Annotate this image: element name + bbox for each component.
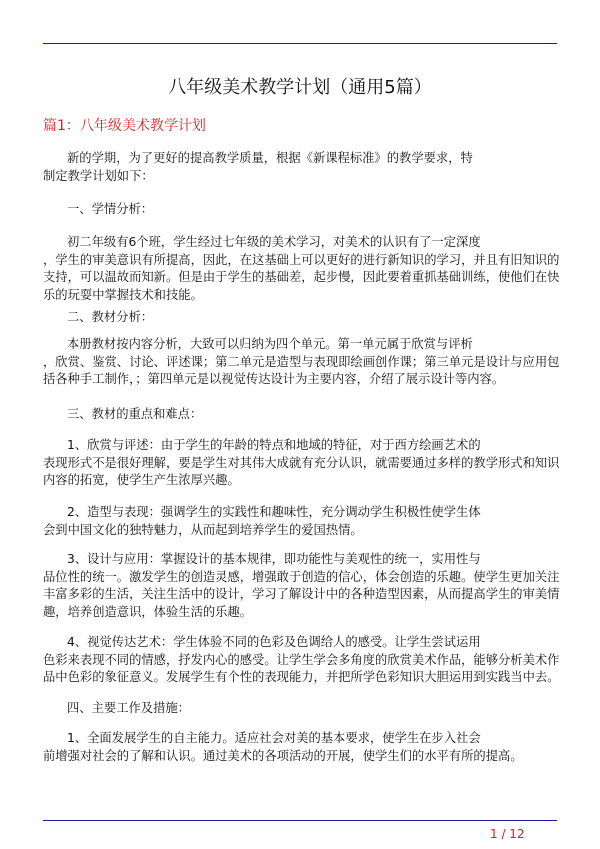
paragraph-line: 前增强对社会的了解和认识。通过美术的各项活动的开展，使学生们的水平有所的提高。 (43, 748, 523, 763)
paragraph (43, 309, 557, 327)
paragraph-line: 1、欣赏与评述：由于学生的年龄的特点和地域的特征，对于西方绘画艺术的 (67, 438, 481, 452)
paragraph-line: 表现形式不是很好理解，要是学生对其伟大成就有充分认识，就需要通过多样的教学形式和知识 (43, 455, 560, 470)
paragraph-line: 趣，培养创造意识，体验生活的乐趣。 (43, 605, 253, 620)
paragraph-line: 制定教学计划如下： (43, 168, 154, 183)
paragraph-line: 3、设计与应用：掌握设计的基本规律，即功能性与美观性的统一，实用性与 (67, 552, 481, 566)
paragraph (43, 150, 557, 185)
paragraph-line: 新的学期，为了更好的提高教学质量，根据《新课程标准》的教学要求，特 (67, 151, 473, 165)
paragraph-line: 本册教材按内容分析，大致可以归纳为四个单元。第一单元属于欣赏与评析 (67, 337, 473, 351)
top-rule (43, 43, 557, 44)
paragraph-line: 品位性的统一。激发学生的创造灵感，增强敢于创造的信心，体会创造的乐趣。使学生更加关注 (43, 569, 560, 584)
bottom-rule (43, 820, 557, 821)
paragraph (43, 201, 557, 219)
paragraph (43, 406, 557, 424)
paragraph (43, 234, 560, 305)
paragraph (43, 700, 557, 718)
paragraph-line: 括各种手工制作，；第四单元是以视觉传达设计为主要内容，介绍了展示设计等内容。 (43, 372, 505, 387)
paragraph-line: 丰富多彩的生活，关注生活中的设计，学习了解设计中的各种造型因素，从而提高学生的审美情 (43, 587, 560, 602)
paragraph (43, 730, 557, 765)
paragraph-line: 内容的拓宽，使学生产生浓厚兴趣。 (43, 473, 240, 488)
paragraph (43, 634, 560, 687)
paragraph (43, 504, 557, 539)
paragraph-line: 色彩来表现不同的情感，抒发内心的感受。让学生学会多角度的欣赏美术作品，能够分析美术作 (43, 652, 560, 667)
paragraph-line: ，欣赏、鉴赏、讨论、评述课；第二单元是造型与表现即绘画创作课；第三单元是设计与应用包 (43, 354, 560, 369)
paragraph-line: 初二年级有6个班，学生经过七年级的美术学习，对美术的认识有了一定深度 (67, 235, 481, 249)
paragraph-line: 1、全面发展学生的自主能力。适应社会对美的基本要求，使学生在步入社会 (67, 731, 481, 745)
paragraph-line: 二、教材分析： (67, 310, 154, 324)
paragraph-line: 品中色彩的象征意义。发展学生有个性的表现能力，并把所学色彩知识大胆运用到实践当中去。 (43, 670, 560, 685)
page-number: 1 / 12 (490, 827, 525, 841)
paragraph-line: 2、造型与表现：强调学生的实践性和趣味性，充分调动学生积极性使学生体 (67, 505, 481, 519)
paragraph (43, 551, 560, 622)
paragraph-line: 一、学情分析： (67, 202, 154, 216)
paragraph-line: 三、教材的重点和难点： (67, 407, 203, 421)
paragraph-line: ，学生的审美意识有所提高，因此，在这基础上可以更好的进行新知识的学习，并且有旧知识的 (43, 252, 560, 267)
paragraph (43, 437, 560, 490)
paragraph (43, 336, 560, 389)
paragraph-line: 四、主要工作及措施： (67, 701, 190, 715)
paragraph-line: 支持，可以温故而知新。但是由于学生的基础差，起步慢，因此要着重抓基础训练，使他们在快 (43, 270, 560, 285)
document-title: 八年级美术教学计划（通用5篇） (168, 77, 432, 98)
paragraph-line: 乐的玩耍中掌握技术和技能。 (43, 288, 203, 303)
section-heading: 篇1：八年级美术教学计划 (43, 118, 206, 134)
paragraph-line: 4、视觉传达艺术：学生体验不同的色彩及色调给人的感受。让学生尝试运用 (67, 635, 481, 649)
paragraph-line: 会到中国文化的独特魅力，从而起到培养学生的爱国热情。 (43, 522, 363, 537)
